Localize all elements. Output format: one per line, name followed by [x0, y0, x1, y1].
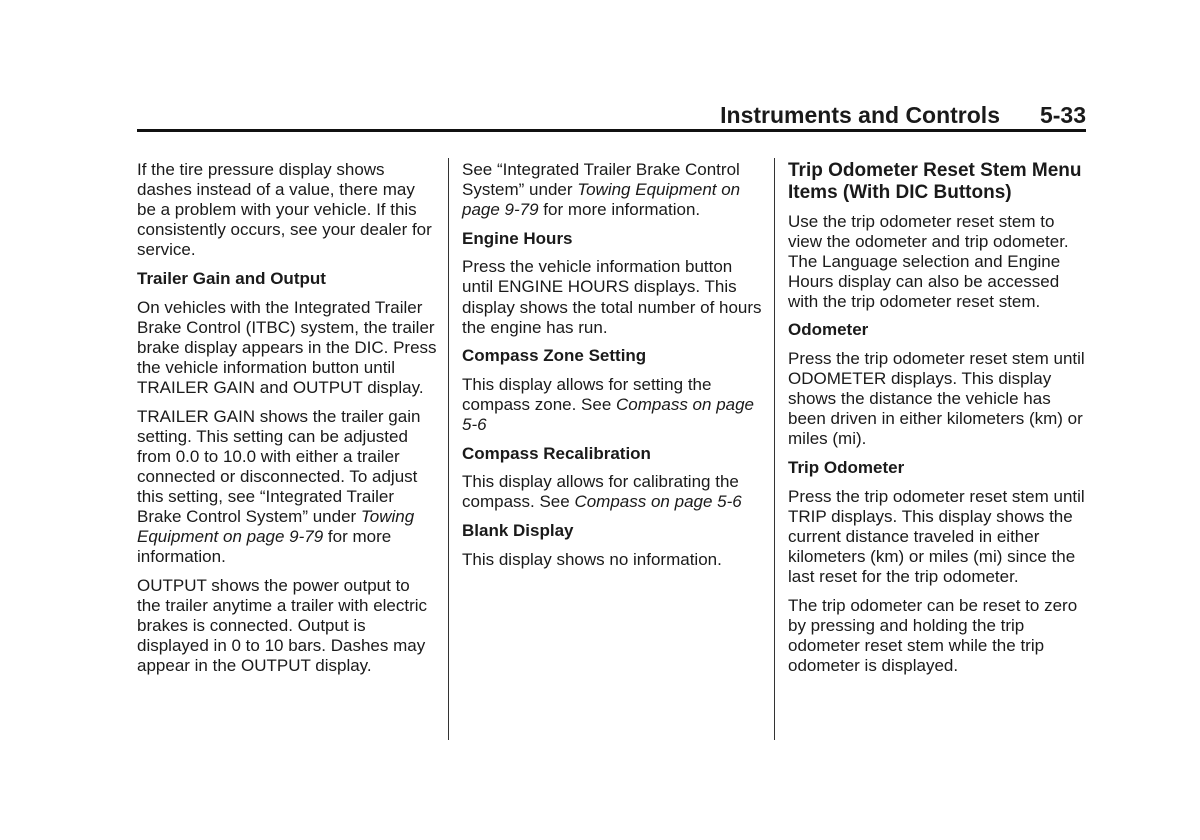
paragraph-trailer-gain-tail: for more information.	[137, 527, 392, 567]
paragraph-odometer: Press the trip odometer reset stem until ODOMETER displays. This display shows the distance the vehicle has been driven in either kilometers (km) or miles (mi).	[788, 349, 1085, 449]
paragraph-trip-reset: The trip odometer can be reset to zero by pressing and holding the trip odometer reset stem while the trip odometer is displayed.	[788, 595, 1078, 675]
heading-trip-menu-items: Trip Odometer Reset Stem Menu Items (With DIC Buttons)	[788, 160, 1082, 203]
cross-reference-towing-equipment-2: Towing Equipment on page 9-79	[462, 180, 741, 220]
paragraph-see-itbc-tail: for more information.	[538, 200, 701, 220]
paragraph-compass-zone-text: This display allows for setting the compass zone. See	[462, 374, 712, 414]
paragraph-trip-odometer: Press the trip odometer reset stem until TRIP displays. This display shows the current distance traveled in either kilometers (km) or miles (mi) since the last reset for the trip odometer.	[788, 486, 1085, 586]
column-2	[462, 160, 762, 578]
paragraph-compass-zone	[462, 375, 762, 435]
paragraph-output: OUTPUT shows the power output to the trailer anytime a trailer with electric brakes is connected. Output is displayed in 0 to 10 bars. Dashes may appear in the OUTPUT display.	[137, 575, 428, 676]
column-3	[788, 160, 1088, 684]
header-rule	[137, 129, 1086, 132]
heading-blank-display: Blank Display	[462, 520, 574, 540]
paragraph-see-itbc-text: See “Integrated Trailer Brake Control System” under	[462, 160, 740, 200]
cross-reference-compass-2: Compass on page 5-6	[574, 492, 742, 512]
column-divider-1	[448, 158, 449, 740]
page-number: 5-33	[1039, 102, 1086, 128]
paragraph-itbc: On vehicles with the Integrated Trailer Brake Control (ITBC) system, the trailer brake display appears in the DIC. Press the vehicle information button until TRAILER GAIN and OUTPUT display.	[137, 297, 437, 397]
paragraph-compass-recalibration	[462, 472, 762, 512]
heading-compass-zone: Compass Zone Setting	[462, 346, 647, 366]
paragraph-tire-dashes: If the tire pressure display shows dashes instead of a value, there may be a problem with your vehicle. If this consistently occurs, see your dealer for service.	[137, 160, 432, 260]
column-divider-2	[774, 158, 775, 740]
cross-reference-towing-equipment: Towing Equipment on page 9-79	[137, 507, 415, 547]
paragraph-trip-menu-items: Use the trip odometer reset stem to view the odometer and trip odometer. The Language selection and Engine Hours display can also be accessed with the trip odometer reset stem.	[788, 211, 1069, 311]
heading-compass-recalibration: Compass Recalibration	[462, 443, 651, 463]
heading-odometer: Odometer	[788, 320, 869, 340]
cross-reference-compass: Compass on page 5-6	[462, 394, 755, 435]
paragraph-trailer-gain	[137, 407, 437, 568]
paragraph-blank-display: This display shows no information.	[462, 549, 722, 569]
heading-engine-hours: Engine Hours	[462, 228, 573, 248]
paragraph-compass-recalibration-text: This display allows for calibrating the compass. See	[462, 472, 739, 512]
paragraph-see-itbc	[462, 160, 762, 220]
paragraph-engine-hours: Press the vehicle information button until ENGINE HOURS displays. This display shows the total number of hours the engine has run.	[462, 257, 762, 337]
paragraph-trailer-gain-text: TRAILER GAIN shows the trailer gain setting. This setting can be adjusted from 0.0 to 10.0 with either a trailer connected or disconnected. To adjust this setting, see “Integrated Trailer Brake Control System” under	[137, 406, 421, 526]
section-title: Instruments and Controls	[720, 102, 1000, 128]
column-1	[137, 160, 437, 685]
heading-trailer-gain-output: Trailer Gain and Output	[137, 268, 326, 288]
heading-trip-odometer: Trip Odometer	[788, 458, 905, 478]
